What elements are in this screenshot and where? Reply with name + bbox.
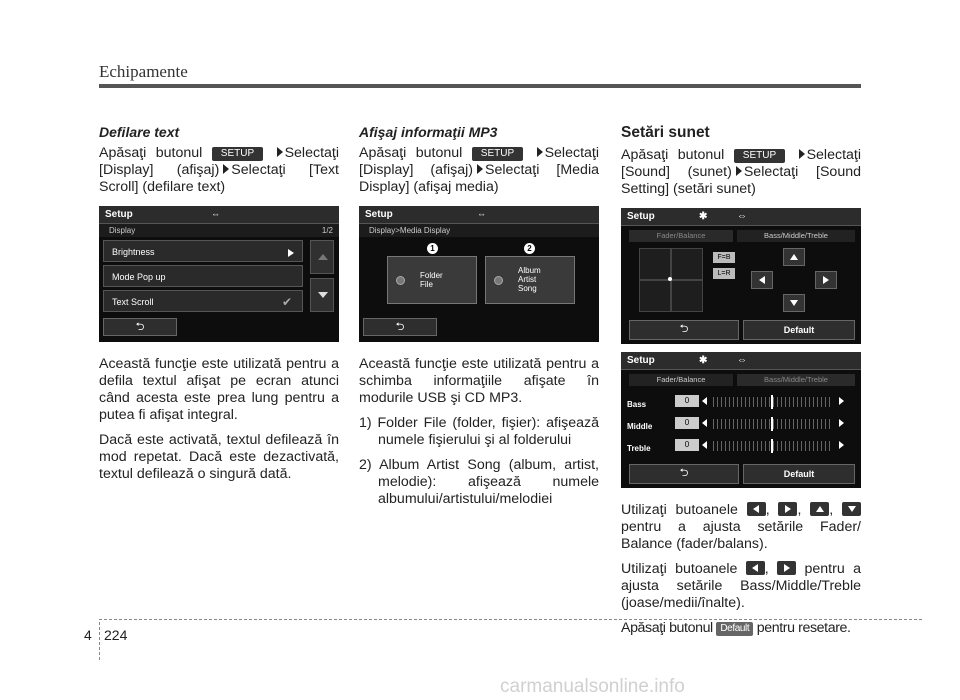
list-item: 1) Folder File (folder, fişier): afişează numele fişierului şi al folderului [359, 415, 599, 448]
screen-display-setup: Setup ⇔ Display 1/2 Brightness Mode Pop up Text Scroll ✔ ⮌ [99, 206, 339, 342]
fader-down-button[interactable] [783, 294, 805, 312]
balance-left-button[interactable] [751, 271, 773, 289]
back-button[interactable]: ⮌ [629, 464, 739, 484]
setup-button-icon: SETUP [212, 147, 263, 161]
menu-item-brightness[interactable]: Brightness [103, 240, 303, 262]
option-album-artist-song[interactable]: Album Artist Song [485, 256, 575, 304]
bass-slider[interactable]: Bass 0 [627, 394, 852, 410]
footer-divider [99, 622, 100, 660]
chapter-number: 4 [84, 627, 92, 643]
list-item: 2) Album Artist Song (album, artist, melodie): afişează numele albumului/artistului/melodiei [359, 457, 599, 507]
section-heading: Defilare text [99, 124, 180, 140]
footer-rule [99, 619, 922, 620]
watermark: carmanualsonline.info [500, 676, 685, 697]
header-rule [99, 84, 861, 88]
description-paragraph: Această funcţie este utilizată pentru a schimba informaţiile afişate în modurile USB şi CD MP3. [359, 356, 599, 406]
instruction-paragraph: Apăsaţi butonul SETUP Selectaţi [Display] (afişaj) Selectaţi [Text Scroll] (defilare text) [99, 145, 339, 195]
column-sound-settings [621, 124, 861, 645]
up-arrow-button-icon [810, 502, 829, 516]
default-button-icon: Default [716, 622, 753, 636]
description-paragraph: Apăsaţi butonul Default pentru resetare. [621, 620, 851, 636]
menu-item-text-scroll[interactable]: Text Scroll ✔ [103, 290, 303, 312]
arrow-icon [799, 149, 805, 159]
description-paragraph: Dacă este activată, textul defilează în mod repetat. Dacă este dezactivată, textul defilează o singură dată. [99, 432, 339, 482]
treble-slider[interactable]: Treble 0 [627, 438, 852, 454]
play-icon [288, 249, 294, 257]
bluetooth-icon: ✱ [699, 355, 708, 366]
arrow-icon [477, 164, 483, 174]
usb-icon: ⇔ [737, 211, 747, 222]
balance-center-dot [668, 277, 672, 281]
fader-up-button[interactable] [783, 248, 805, 266]
menu-item-mode-pop-up[interactable]: Mode Pop up [103, 265, 303, 287]
section-heading: Afişaj informaţii MP3 [359, 124, 498, 140]
instruction-paragraph: Apăsaţi butonul SETUP Selectaţi [Sound] (sunet) Selectaţi [Sound Setting] (setări sunet) [621, 147, 861, 197]
column-mp3-info [359, 124, 599, 516]
callout-1: 1 [427, 243, 438, 254]
screen-fader-balance: Setup ✱ ⇔ Fader/Balance Bass/Middle/Treble F=B L=R ⮌ Default [621, 208, 861, 344]
back-button[interactable]: ⮌ [363, 318, 437, 336]
usb-icon: ⇔ [737, 355, 747, 366]
section-heading: Setări sunet [621, 124, 710, 141]
tab-fader-balance[interactable]: Fader/Balance [629, 374, 733, 386]
usb-icon: ⇔ [477, 209, 486, 219]
setup-button-icon: SETUP [734, 149, 785, 163]
description-paragraph: Utilizaţi butoanele , , , pentru a ajusta setările Fader/ Balance (fader/balans). [621, 502, 861, 552]
middle-slider[interactable]: Middle 0 [627, 416, 852, 432]
tab-fader-balance[interactable]: Fader/Balance [629, 230, 733, 242]
scroll-up-button[interactable] [310, 240, 334, 274]
arrow-icon [277, 147, 283, 157]
back-button[interactable]: ⮌ [103, 318, 177, 336]
back-button[interactable]: ⮌ [629, 320, 739, 340]
arrow-icon [736, 166, 742, 176]
default-button[interactable]: Default [743, 320, 855, 340]
scroll-down-button[interactable] [310, 278, 334, 312]
column-text-scroll [99, 124, 339, 491]
instruction-paragraph: Apăsaţi butonul SETUP Selectaţi [Display] (afişaj) Selectaţi [Media Display] (afişaj media) [359, 145, 599, 195]
checkmark-icon: ✔ [281, 295, 292, 309]
default-button[interactable]: Default [743, 464, 855, 484]
screen-media-display: Setup ⇔ Display>Media Display 1 2 Folder File Album Artist Song ⮌ [359, 206, 599, 342]
chapter-title: Echipamente [99, 62, 188, 81]
description-paragraph: Această funcţie este utilizată pentru a defila textul afişat pe ecran atunci când acesta este prea lung pentru a putea fi afişat integral. [99, 356, 339, 423]
fader-readout: F=B [713, 252, 735, 263]
right-arrow-button-icon [777, 561, 796, 575]
option-folder-file[interactable]: Folder File [387, 256, 477, 304]
callout-2: 2 [524, 243, 535, 254]
setup-button-icon: SETUP [472, 147, 523, 161]
down-arrow-button-icon [842, 502, 861, 516]
tab-bass-middle-treble[interactable]: Bass/Middle/Treble [737, 374, 855, 386]
usb-icon: ⇔ [211, 209, 220, 219]
description-paragraph: Utilizaţi butoanele , pentru a ajusta setările Bass/Middle/Treble (joase/medii/înalte). [621, 561, 861, 611]
bluetooth-icon: ✱ [699, 211, 708, 222]
balance-readout: L=R [713, 268, 735, 279]
balance-right-button[interactable] [815, 271, 837, 289]
left-arrow-button-icon [746, 561, 765, 575]
right-arrow-button-icon [778, 502, 797, 516]
arrow-icon [537, 147, 543, 157]
left-arrow-button-icon [747, 502, 766, 516]
arrow-icon [223, 164, 229, 174]
page-number: 224 [104, 627, 128, 643]
tab-bass-middle-treble[interactable]: Bass/Middle/Treble [737, 230, 855, 242]
screen-bass-middle-treble: Setup ✱ ⇔ Fader/Balance Bass/Middle/Treble Bass 0 Middle 0 Treble 0 ⮌ Default [621, 352, 861, 488]
